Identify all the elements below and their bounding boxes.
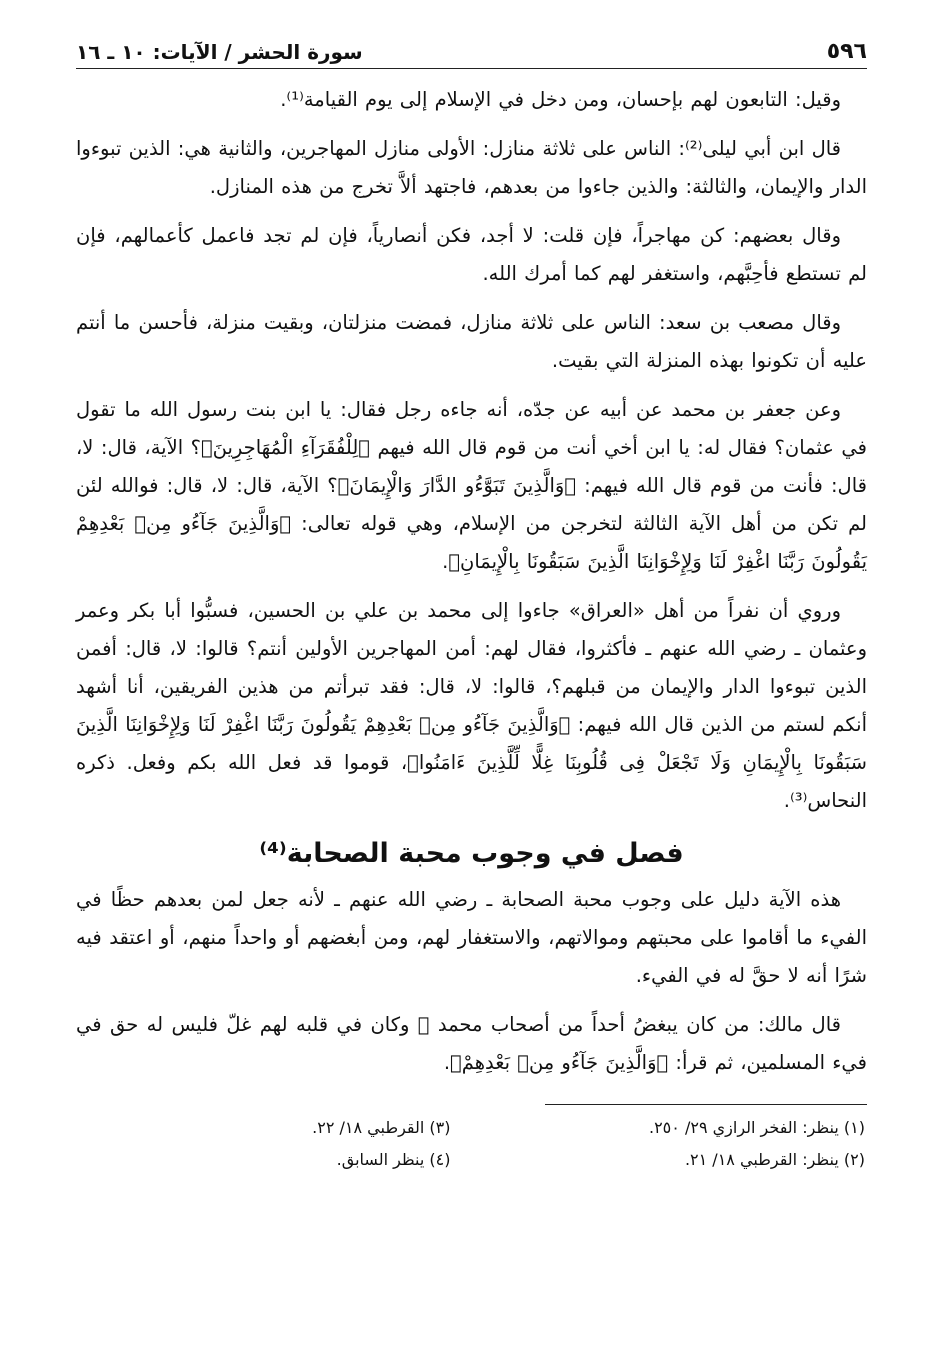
page-header [76, 28, 867, 69]
paragraph-6: وروي أن نفراً من أهل «العراق» جاءوا إلى محمد بن علي بن الحسين، فسبُّوا أبا بكر وعمر وعثمان ـ رضي الله عنهم ـ فأكثروا، فقال لهم: أمن المهاجرين الأولين أنتم؟ قالوا: لا، قال: أفمن الذين تبوءوا الدار والإيمان من قبلهم؟، قالوا: لا، قال: فقد تبرأتم من هذين الفريقين، أنا أشهد أنكم لستم من الذين قال الله فيهم: ﴿وَالَّذِينَ جَآءُو مِنۢ بَعْدِهِمْ يَقُولُونَ رَبَّنَا اغْفِرْ لَنَا وَلِإِخْوَانِنَا الَّذِينَ سَبَقُونَا بِالْإِيمَانِ وَلَا تَجْعَلْ فِى قُلُوبِنَا غِلًّا لِّلَّذِينَ ءَامَنُوا﴾، قوموا قد فعل الله بكم وفعل. ذكره النحاس⁽³⁾. [76, 599, 867, 812]
footnote-4: (٤) ينظر السابق. [336, 1150, 451, 1169]
paragraph-2: قال ابن أبي ليلى⁽²⁾: الناس على ثلاثة منازل: الأولى منازل المهاجرين، والثانية هي: الذين تبوءوا الدار والإيمان، والثالثة: والذين جاءوا من بعدهم، فاجتهد ألاَّ تخرج من هذه المنازل. [76, 137, 867, 198]
running-head: سورة الحشر / الآيات: ١٠ ـ ١٦ [76, 40, 363, 64]
page-number: ٥٩٦ [826, 39, 867, 64]
section-paragraph-2: قال مالك: من كان يبغضُ أحداً من أصحاب محمد ﷺ وكان في قلبه لهم غلّ فليس له حق في فيء المسلمين، ثم قرأ: ﴿وَالَّذِينَ جَآءُو مِنۢ بَعْدِهِمْ﴾. [76, 1013, 867, 1074]
paragraph-1: وقيل: التابعون لهم بإحسان، ومن دخل في الإسلام إلى يوم القيامة⁽¹⁾. [280, 88, 841, 111]
footnote-1: (١) ينظر: الفخر الرازي ٢٩/ ٢٥٠. [648, 1118, 865, 1137]
section-paragraph-1: هذه الآية دليل على وجوب محبة الصحابة ـ رضي الله عنهم ـ لأنه جعل لمن بعدهم حظًا في الفيء ما أقاموا على محبتهم وموالاتهم، والاستغفار لهم، ومن أبغضهم أو واحداً منهم، أو اعتقد فيه شرًا أنه لا حقَّ له في الفيء. [76, 888, 867, 987]
paragraph-4: وقال مصعب بن سعد: الناس على ثلاثة منازل، فمضت منزلتان، وبقيت منزلة، فأحسن ما أنتم عليه أن تكونوا بهذه المنزلة التي بقيت. [76, 311, 867, 372]
paragraph-5: وعن جعفر بن محمد عن أبيه عن جدّه، أنه جاءه رجل فقال: يا ابن بنت رسول الله ما تقول في عثمان؟ فقال له: يا ابن أخي أنت من قوم قال الله فيهم ﴿لِلْفُقَرَآءِ الْمُهَاجِرِينَ﴾؟ الآية، قال: لا، قال: فأنت من قوم قال الله فيهم: ﴿وَالَّذِينَ تَبَوَّءُو الدَّارَ وَالْإِيمَانَ﴾؟ الآية، قال: لا، قال: فوالله لئن لم تكن من أهل الآية الثالثة لتخرجن من الإسلام، وهي قوله تعالى: ﴿وَالَّذِينَ جَآءُو مِنۢ بَعْدِهِمْ يَقُولُونَ رَبَّنَا اغْفِرْ لَنَا وَلِإِخْوَانِنَا الَّذِينَ سَبَقُونَا بِالْإِيمَانِ﴾. [76, 398, 867, 573]
section-heading: فصل في وجوب محبة الصحابة⁽⁴⁾ [259, 838, 684, 869]
footnote-2: (٢) ينظر: القرطبي ١٨/ ٢١. [684, 1150, 865, 1169]
footnote-divider [545, 1104, 867, 1105]
paragraph-3: وقال بعضهم: كن مهاجراً، فإن قلت: لا أجد، فكن أنصارياً، فإن لم تجد فاعمل كأعمالهم، فإن لم تستطع فأحِبَّهم، واستغفر لهم كما أمرك الله. [76, 224, 867, 285]
footnotes [76, 1113, 867, 1175]
footnote-3: (٣) القرطبي ١٨/ ٢٢. [312, 1118, 451, 1137]
